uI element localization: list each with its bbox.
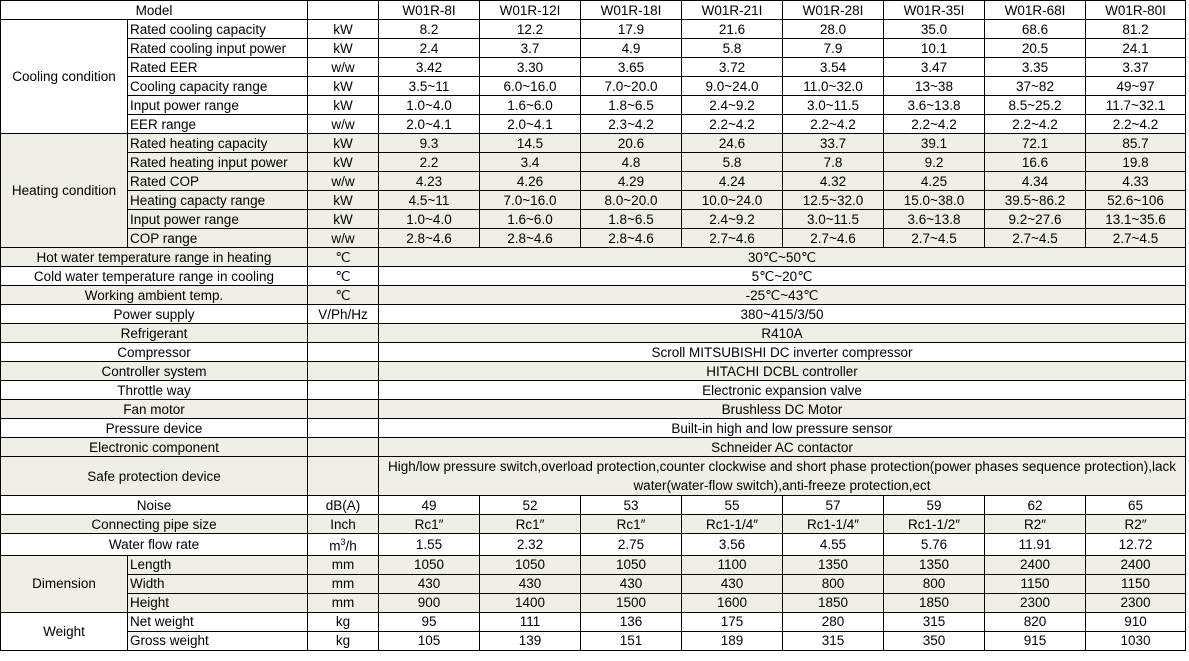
value-cell: 2.7~4.6 (682, 229, 783, 248)
value-cell: 900 (379, 593, 480, 612)
param-name: Gross weight (128, 631, 308, 650)
value-cell: 15.0~38.0 (884, 191, 985, 210)
value-cell: 4.25 (884, 172, 985, 191)
value-cell: 315 (783, 631, 884, 650)
unit-cell: V/Ph/Hz (308, 305, 379, 324)
param-name: Refrigerant (1, 324, 308, 343)
value-cell: 3.54 (783, 58, 884, 77)
heating-group-label: Heating condition (1, 134, 128, 248)
param-name: Throttle way (1, 381, 308, 400)
general-row (1, 343, 1186, 362)
value-cell: 4.32 (783, 172, 884, 191)
merged-value: Scroll MITSUBISHI DC inverter compressor (379, 343, 1186, 362)
param-name: Noise (1, 496, 308, 515)
value-cell: 111 (480, 612, 581, 631)
value-cell: 430 (682, 574, 783, 593)
value-cell: 1500 (581, 593, 682, 612)
value-cell: 2.7~4.6 (783, 229, 884, 248)
model-name: W01R-35I (884, 1, 985, 20)
value-cell: 280 (783, 612, 884, 631)
model-label: Model (1, 1, 308, 20)
value-cell: 4.34 (985, 172, 1086, 191)
value-cell: 2.4 (379, 39, 480, 58)
value-cell: 1030 (1086, 631, 1186, 650)
param-name: Length (128, 555, 308, 574)
value-cell: 3.0~11.5 (783, 210, 884, 229)
value-cell: 1150 (985, 574, 1086, 593)
general-row (1, 248, 1186, 267)
value-cell: 3.47 (884, 58, 985, 77)
value-cell: 800 (783, 574, 884, 593)
heating-row (1, 191, 1186, 210)
unit-cell: kW (308, 134, 379, 153)
value-cell: Rc1″ (581, 515, 682, 534)
unit-cell: w/w (308, 172, 379, 191)
value-cell: 4.23 (379, 172, 480, 191)
param-name: Electronic component (1, 438, 308, 457)
value-cell: 7.9 (783, 39, 884, 58)
value-cell: 3.7 (480, 39, 581, 58)
unit-cell: kW (308, 153, 379, 172)
unit-cell: kW (308, 77, 379, 96)
value-cell: 3.37 (1086, 58, 1186, 77)
value-cell: 1400 (480, 593, 581, 612)
param-name: Hot water temperature range in heating (1, 248, 308, 267)
value-cell: 12.5~32.0 (783, 191, 884, 210)
value-cell: 139 (480, 631, 581, 650)
param-name: Rated cooling capacity (128, 20, 308, 39)
value-cell: 2300 (1086, 593, 1186, 612)
unit-cell (308, 400, 379, 419)
unit-cell (308, 1, 379, 20)
model-name: W01R-8I (379, 1, 480, 20)
weight-row (1, 631, 1186, 650)
value-cell: 2.3~4.2 (581, 115, 682, 134)
general-row (1, 400, 1186, 419)
general-row (1, 286, 1186, 305)
value-cell: 4.26 (480, 172, 581, 191)
value-cell: 9.0~24.0 (682, 77, 783, 96)
unit-cell: kW (308, 20, 379, 39)
param-name: Water flow rate (1, 534, 308, 556)
unit-cell: mm (308, 574, 379, 593)
unit-cell: ℃ (308, 248, 379, 267)
unit-cell: mm (308, 555, 379, 574)
value-cell: 49~97 (1086, 77, 1186, 96)
value-cell: 2.0~4.1 (480, 115, 581, 134)
value-cell: 3.5~11 (379, 77, 480, 96)
param-name: Working ambient temp. (1, 286, 308, 305)
param-name: EER range (128, 115, 308, 134)
unit-cell: mm (308, 593, 379, 612)
value-cell: 430 (480, 574, 581, 593)
value-cell: 2400 (1086, 555, 1186, 574)
value-cell: 2.32 (480, 534, 581, 556)
general-row (1, 419, 1186, 438)
value-cell: 1850 (783, 593, 884, 612)
value-cell: 2.8~4.6 (480, 229, 581, 248)
cooling-group-label: Cooling condition (1, 20, 128, 134)
value-cell: 2.4~9.2 (682, 96, 783, 115)
value-cell: 8.2 (379, 20, 480, 39)
value-cell: 55 (682, 496, 783, 515)
value-cell: 2300 (985, 593, 1086, 612)
value-cell: 52 (480, 496, 581, 515)
value-cell: 1.8~6.5 (581, 210, 682, 229)
model-name: W01R-21I (682, 1, 783, 20)
unit-superscript: 3 (340, 537, 346, 547)
value-cell: 39.5~86.2 (985, 191, 1086, 210)
value-cell: 7.8 (783, 153, 884, 172)
value-cell: 7.0~16.0 (480, 191, 581, 210)
param-name: Rated cooling input power (128, 39, 308, 58)
merged-value: HITACHI DCBL controller (379, 362, 1186, 381)
param-name: Heating capacty range (128, 191, 308, 210)
merged-value: -25℃~43℃ (379, 286, 1186, 305)
value-cell: 2.2~4.2 (682, 115, 783, 134)
value-cell: R2″ (1086, 515, 1186, 534)
unit-cell (308, 362, 379, 381)
model-name: W01R-28I (783, 1, 884, 20)
unit-cell: w/w (308, 58, 379, 77)
value-cell: 5.76 (884, 534, 985, 556)
value-cell: Rc1-1/4″ (783, 515, 884, 534)
merged-value: 380~415/3/50 (379, 305, 1186, 324)
heating-row (1, 153, 1186, 172)
value-cell: 39.1 (884, 134, 985, 153)
heating-row (1, 210, 1186, 229)
value-cell: 2.4~9.2 (682, 210, 783, 229)
pipe-row (1, 515, 1186, 534)
value-cell: 33.7 (783, 134, 884, 153)
value-cell: 9.2 (884, 153, 985, 172)
value-cell: 3.4 (480, 153, 581, 172)
value-cell: 9.2~27.6 (985, 210, 1086, 229)
param-name: Safe protection device (1, 457, 308, 496)
param-name: Width (128, 574, 308, 593)
value-cell: 81.2 (1086, 20, 1186, 39)
value-cell: 3.35 (985, 58, 1086, 77)
value-cell: 2.7~4.5 (1086, 229, 1186, 248)
header-row (1, 1, 1186, 20)
value-cell: 1600 (682, 593, 783, 612)
heating-row (1, 134, 1186, 153)
value-cell: 1.0~4.0 (379, 210, 480, 229)
general-row (1, 362, 1186, 381)
value-cell: 2.2~4.2 (985, 115, 1086, 134)
merged-value: 30℃~50℃ (379, 248, 1186, 267)
value-cell: 430 (379, 574, 480, 593)
value-cell: 2.2~4.2 (783, 115, 884, 134)
weight-group-label: Weight (1, 612, 128, 650)
value-cell: 7.0~20.0 (581, 77, 682, 96)
value-cell: 95 (379, 612, 480, 631)
value-cell: 5.8 (682, 39, 783, 58)
value-cell: 2.7~4.5 (985, 229, 1086, 248)
unit-cell (308, 534, 379, 556)
value-cell: 315 (884, 612, 985, 631)
value-cell: 1.0~4.0 (379, 96, 480, 115)
value-cell: 28.0 (783, 20, 884, 39)
value-cell: 2400 (985, 555, 1086, 574)
merged-value: High/low pressure switch,overload protection,counter clockwise and short phase protection(power phases sequence protection),lack water(water-flow switch),anti-freeze protection,ect (379, 457, 1186, 496)
param-name: Rated EER (128, 58, 308, 77)
value-cell: 3.72 (682, 58, 783, 77)
merged-value: Electronic expansion valve (379, 381, 1186, 400)
value-cell: Rc1″ (379, 515, 480, 534)
unit-cell (308, 343, 379, 362)
flow-row (1, 534, 1186, 556)
general-row (1, 305, 1186, 324)
heating-row (1, 172, 1186, 191)
unit-cell: kg (308, 612, 379, 631)
param-name: Pressure device (1, 419, 308, 438)
value-cell: 24.1 (1086, 39, 1186, 58)
value-cell: 3.6~13.8 (884, 96, 985, 115)
value-cell: 800 (884, 574, 985, 593)
merged-value: Schneider AC contactor (379, 438, 1186, 457)
value-cell: 12.72 (1086, 534, 1186, 556)
unit-cell: Inch (308, 515, 379, 534)
value-cell: 85.7 (1086, 134, 1186, 153)
value-cell: 4.8 (581, 153, 682, 172)
unit-cell: kW (308, 191, 379, 210)
value-cell: 189 (682, 631, 783, 650)
value-cell: 1050 (581, 555, 682, 574)
param-name: Power supply (1, 305, 308, 324)
dimension-group-label: Dimension (1, 555, 128, 612)
value-cell: 3.65 (581, 58, 682, 77)
value-cell: 2.0~4.1 (379, 115, 480, 134)
value-cell: 350 (884, 631, 985, 650)
cooling-row (1, 20, 1186, 39)
value-cell: 59 (884, 496, 985, 515)
value-cell: 175 (682, 612, 783, 631)
unit-cell: kW (308, 96, 379, 115)
value-cell: 8.0~20.0 (581, 191, 682, 210)
value-cell: 4.29 (581, 172, 682, 191)
value-cell: 1.8~6.5 (581, 96, 682, 115)
noise-row (1, 496, 1186, 515)
value-cell: 4.55 (783, 534, 884, 556)
value-cell: 105 (379, 631, 480, 650)
value-cell: 10.0~24.0 (682, 191, 783, 210)
value-cell: 16.6 (985, 153, 1086, 172)
merged-value: 5℃~20℃ (379, 267, 1186, 286)
model-name: W01R-68I (985, 1, 1086, 20)
value-cell: 3.6~13.8 (884, 210, 985, 229)
value-cell: 11.91 (985, 534, 1086, 556)
value-cell: 20.6 (581, 134, 682, 153)
value-cell: 430 (581, 574, 682, 593)
heating-row (1, 229, 1186, 248)
param-name: Rated COP (128, 172, 308, 191)
spec-table-body (1, 1, 1186, 651)
value-cell: 820 (985, 612, 1086, 631)
unit-cell: dB(A) (308, 496, 379, 515)
value-cell: 910 (1086, 612, 1186, 631)
param-name: COP range (128, 229, 308, 248)
value-cell: 13.1~35.6 (1086, 210, 1186, 229)
unit-cell: w/w (308, 115, 379, 134)
model-name: W01R-80I (1086, 1, 1186, 20)
model-name: W01R-12I (480, 1, 581, 20)
value-cell: 2.8~4.6 (379, 229, 480, 248)
general-row (1, 324, 1186, 343)
unit-cell (308, 381, 379, 400)
param-name: Rated heating input power (128, 153, 308, 172)
cooling-row (1, 96, 1186, 115)
value-cell: 136 (581, 612, 682, 631)
value-cell: 11.0~32.0 (783, 77, 884, 96)
value-cell: 2.2~4.2 (1086, 115, 1186, 134)
value-cell: Rc1-1/2″ (884, 515, 985, 534)
param-name: Input power range (128, 210, 308, 229)
unit-cell (308, 438, 379, 457)
unit-text: /h (345, 538, 357, 554)
value-cell: 24.6 (682, 134, 783, 153)
value-cell: 68.6 (985, 20, 1086, 39)
value-cell: 4.33 (1086, 172, 1186, 191)
dimension-row (1, 555, 1186, 574)
value-cell: 2.8~4.6 (581, 229, 682, 248)
unit-cell: w/w (308, 229, 379, 248)
param-name: Net weight (128, 612, 308, 631)
param-name: Input power range (128, 96, 308, 115)
general-row (1, 267, 1186, 286)
value-cell: 37~82 (985, 77, 1086, 96)
param-name: Controller system (1, 362, 308, 381)
param-name: Compressor (1, 343, 308, 362)
value-cell: 3.30 (480, 58, 581, 77)
param-name: Fan motor (1, 400, 308, 419)
value-cell: 1.55 (379, 534, 480, 556)
value-cell: 35.0 (884, 20, 985, 39)
value-cell: 4.9 (581, 39, 682, 58)
value-cell: 1850 (884, 593, 985, 612)
value-cell: 5.8 (682, 153, 783, 172)
value-cell: 3.56 (682, 534, 783, 556)
unit-cell (308, 457, 379, 496)
value-cell: 2.75 (581, 534, 682, 556)
value-cell: 65 (1086, 496, 1186, 515)
param-name: Cooling capacity range (128, 77, 308, 96)
value-cell: 12.2 (480, 20, 581, 39)
value-cell: 14.5 (480, 134, 581, 153)
value-cell: 20.5 (985, 39, 1086, 58)
unit-cell: ℃ (308, 267, 379, 286)
weight-row (1, 612, 1186, 631)
value-cell: 3.42 (379, 58, 480, 77)
value-cell: 2.2~4.2 (884, 115, 985, 134)
value-cell: 19.8 (1086, 153, 1186, 172)
value-cell: Rc1″ (480, 515, 581, 534)
general-row (1, 438, 1186, 457)
param-name: Cold water temperature range in cooling (1, 267, 308, 286)
value-cell: 49 (379, 496, 480, 515)
value-cell: 1100 (682, 555, 783, 574)
cooling-row (1, 39, 1186, 58)
value-cell: 52.6~106 (1086, 191, 1186, 210)
safe-row (1, 457, 1186, 496)
value-cell: 2.7~4.5 (884, 229, 985, 248)
value-cell: 915 (985, 631, 1086, 650)
value-cell: 53 (581, 496, 682, 515)
model-name: W01R-18I (581, 1, 682, 20)
unit-cell (308, 419, 379, 438)
value-cell: 10.1 (884, 39, 985, 58)
value-cell: Rc1-1/4″ (682, 515, 783, 534)
unit-cell: kW (308, 39, 379, 58)
value-cell: 1150 (1086, 574, 1186, 593)
value-cell: 72.1 (985, 134, 1086, 153)
value-cell: 151 (581, 631, 682, 650)
general-row (1, 381, 1186, 400)
value-cell: R2″ (985, 515, 1086, 534)
value-cell: 4.24 (682, 172, 783, 191)
value-cell: 21.6 (682, 20, 783, 39)
value-cell: 9.3 (379, 134, 480, 153)
value-cell: 1050 (480, 555, 581, 574)
unit-text: m (329, 538, 341, 554)
value-cell: 17.9 (581, 20, 682, 39)
unit-cell (308, 324, 379, 343)
dimension-row (1, 593, 1186, 612)
value-cell: 8.5~25.2 (985, 96, 1086, 115)
value-cell: 2.2 (379, 153, 480, 172)
param-name: Rated heating capacity (128, 134, 308, 153)
value-cell: 1350 (783, 555, 884, 574)
merged-value: Brushless DC Motor (379, 400, 1186, 419)
value-cell: 62 (985, 496, 1086, 515)
value-cell: 13~38 (884, 77, 985, 96)
value-cell: 1.6~6.0 (480, 210, 581, 229)
value-cell: 1350 (884, 555, 985, 574)
value-cell: 1050 (379, 555, 480, 574)
cooling-row (1, 115, 1186, 134)
unit-cell: kW (308, 210, 379, 229)
value-cell: 11.7~32.1 (1086, 96, 1186, 115)
unit-cell: kg (308, 631, 379, 650)
dimension-row (1, 574, 1186, 593)
cooling-row (1, 58, 1186, 77)
merged-value: R410A (379, 324, 1186, 343)
merged-value: Built-in high and low pressure sensor (379, 419, 1186, 438)
param-name: Height (128, 593, 308, 612)
value-cell: 4.5~11 (379, 191, 480, 210)
cooling-row (1, 77, 1186, 96)
unit-cell: ℃ (308, 286, 379, 305)
value-cell: 3.0~11.5 (783, 96, 884, 115)
value-cell: 1.6~6.0 (480, 96, 581, 115)
param-name: Connecting pipe size (1, 515, 308, 534)
value-cell: 57 (783, 496, 884, 515)
value-cell: 6.0~16.0 (480, 77, 581, 96)
